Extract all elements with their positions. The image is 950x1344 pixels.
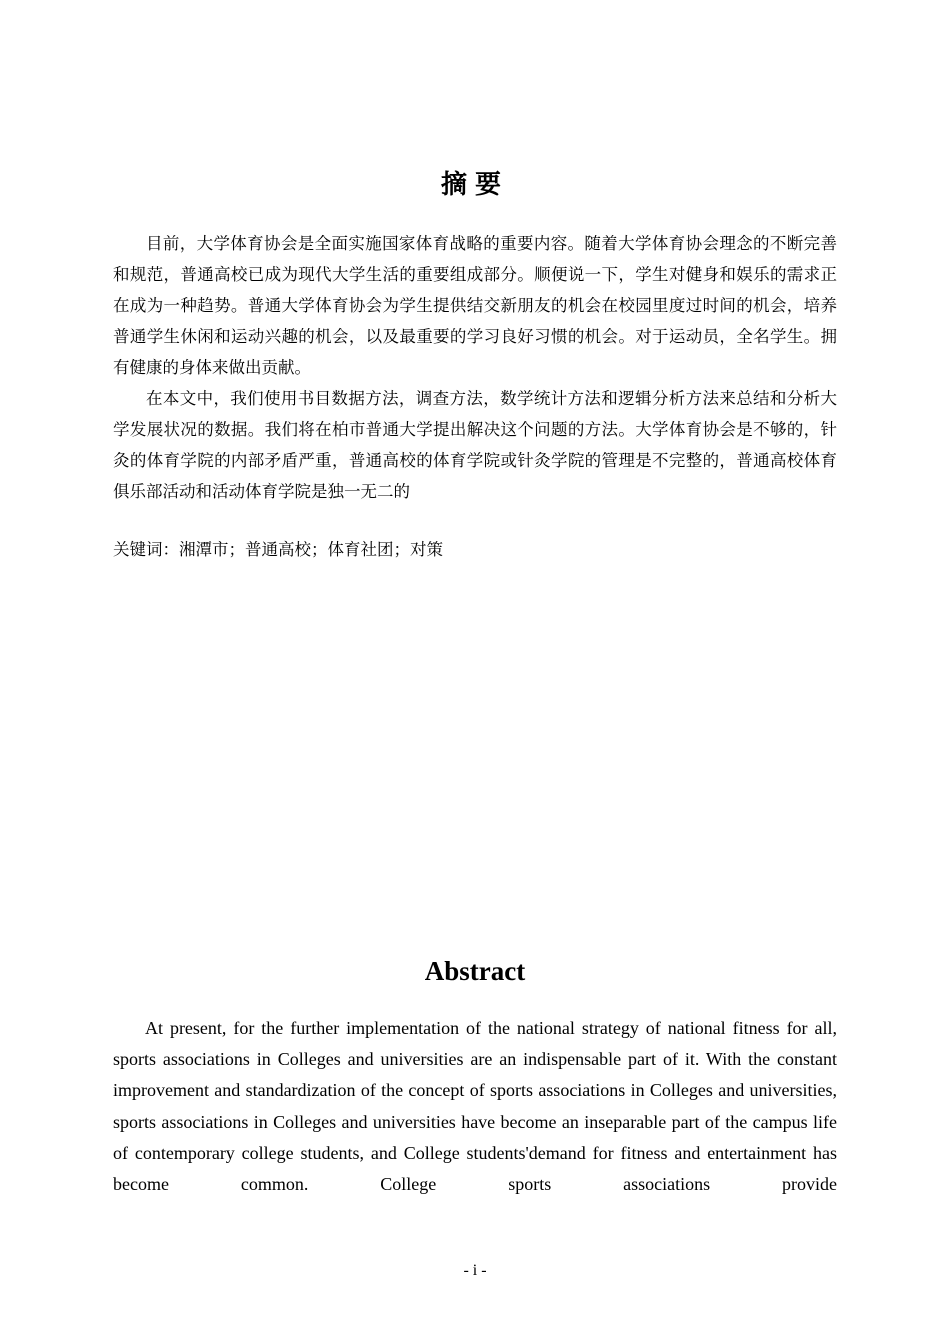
english-abstract-title: Abstract: [424, 956, 526, 986]
keywords-line: [113, 535, 837, 565]
chinese-abstract-title: 摘要: [440, 170, 509, 200]
keywords-value: 湘潭市；普通高校；体育社团；对策: [179, 540, 443, 559]
english-abstract-paragraph: At present, for the further implementation of the national strategy of national fitness for all, sports associations in Colleges and universities are an indispensable part of it. With the constant improvement and standardization of the concept of sports associations in Colleges and universities, sports associations in Colleges and universities have become an inseparable part of the campus life of contemporary college students, and College students'demand for fitness and entertainment has become common. College sports associations provide: [113, 1018, 837, 1195]
page-number: - i -: [463, 1262, 487, 1279]
chinese-abstract-paragraph-1: 目前，大学体育协会是全面实施国家体育战略的重要内容。随着大学体育协会理念的不断完善和规范，普通高校已成为现代大学生活的重要组成部分。顺便说一下，学生对健身和娱乐的需求正在成为一种趋势。普通大学体育协会为学生提供结交新朋友的机会在校园里度过时间的机会，培养普通学生休闲和运动兴趣的机会，以及最重要的学习良好习惯的机会。对于运动员，全名学生。拥有健康的身体来做出贡献。: [113, 234, 837, 377]
chinese-abstract-paragraph-2: 在本文中，我们使用书目数据方法，调查方法，数学统计方法和逻辑分析方法来总结和分析大学发展状况的数据。我们将在柏市普通大学提出解决这个问题的方法。大学体育协会是不够的，针灸的体育学院的内部矛盾严重，普通高校的体育学院或针灸学院的管理是不完整的，普通高校体育俱乐部活动和活动体育学院是独一无二的: [113, 389, 837, 501]
keywords-label: 关键词：: [113, 540, 179, 559]
chinese-abstract-body: [113, 228, 837, 507]
